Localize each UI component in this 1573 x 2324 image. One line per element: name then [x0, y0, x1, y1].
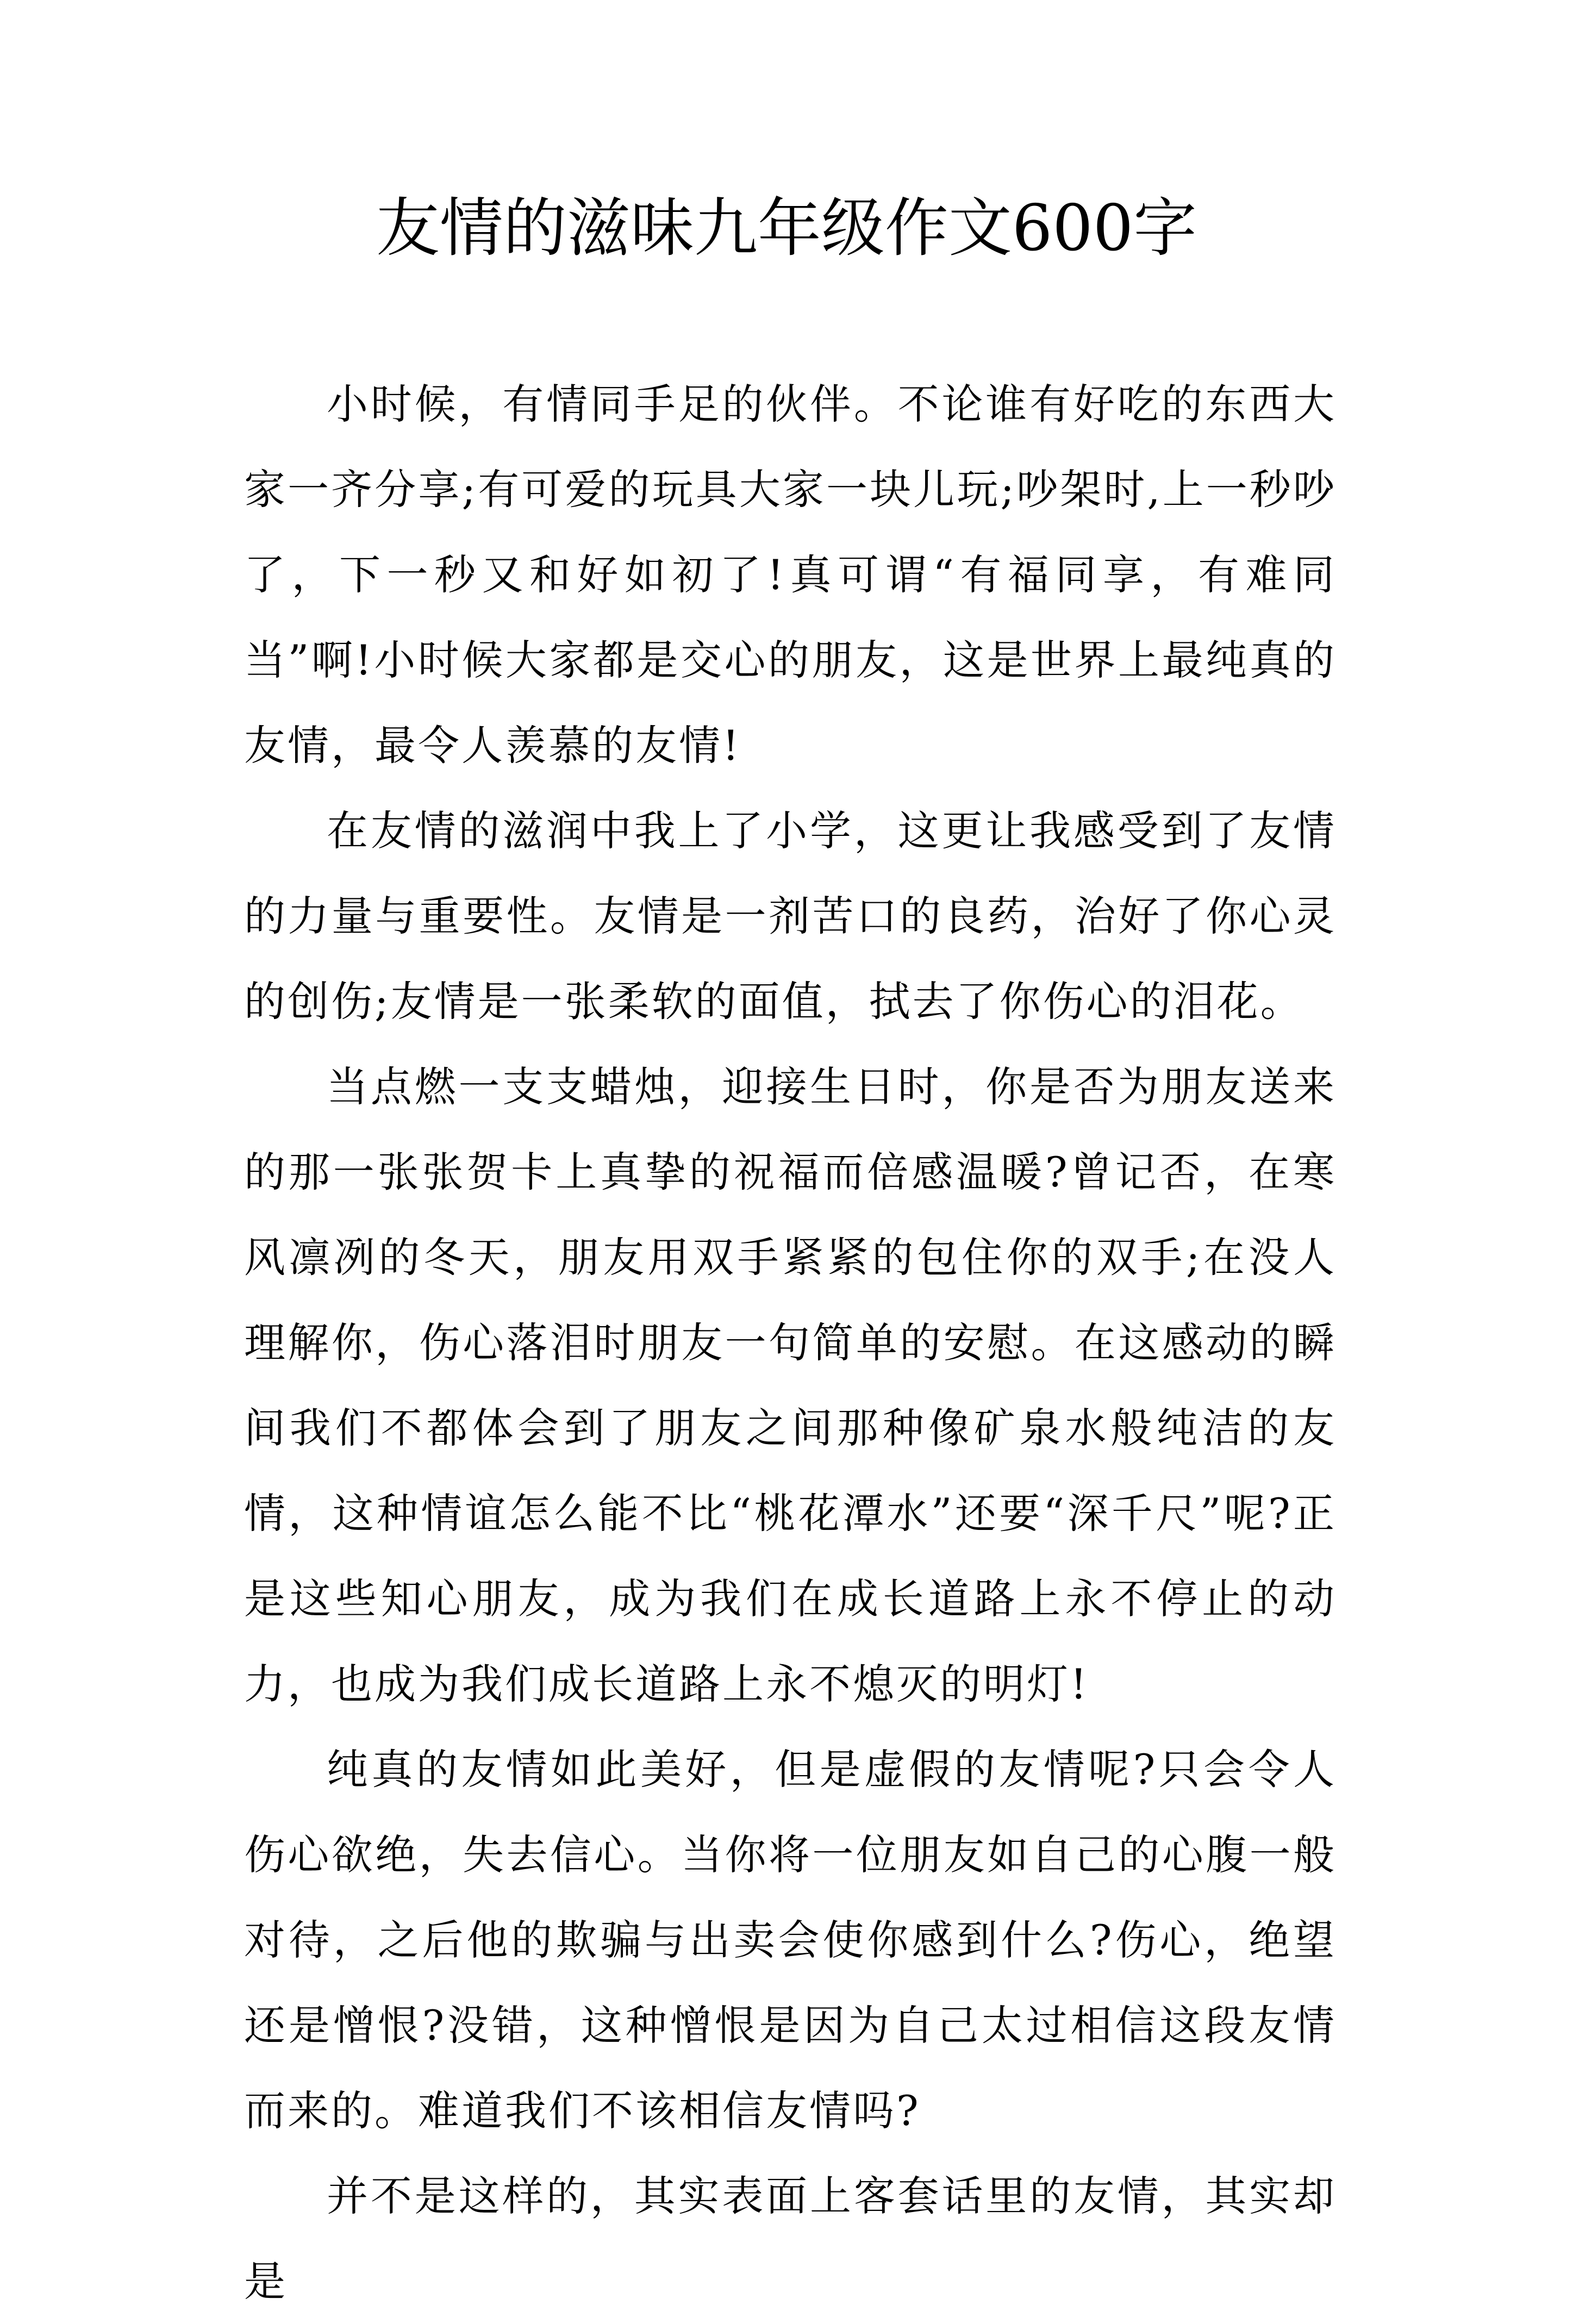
- document-title: 友情的滋味九年级作文600字: [376, 191, 1197, 265]
- paragraph-3: 当点燃一支支蜡烛，迎接生日时，你是否为朋友送来的那一张张贺卡上真挚的祝福而倍感温暖?曾记否，在寒风凛冽的冬天，朋友用双手紧紧的包住你的双手;在没人理解你，伤心落泪时朋友一句简单的安慰。在这感动的瞬间我们不都体会到了朋友之间那种像矿泉水般纯洁的友情，这种情谊怎么能不比“桃花潭水”还要“深千尺”呢?正是这些知心朋友，成为我们在成长道路上永不停止的动力，也成为我们成长道路上永不熄灭的明灯!: [244, 1063, 1337, 1708]
- paragraph-4: 纯真的友情如此美好，但是虚假的友情呢?只会令人伤心欲绝，失去信心。当你将一位朋友如自己的心腹一般对待，之后他的欺骗与出卖会使你感到什么?伤心，绝望还是憎恨?没错，这种憎恨是因为自己太过相信这段友情而来的。难道我们不该相信友情吗?: [244, 1745, 1337, 2135]
- document-body: [244, 361, 1337, 2324]
- paragraph-5: 并不是这样的，其实表面上客套话里的友情，其实却是: [244, 2172, 1337, 2306]
- paragraph-2: 在友情的滋润中我上了小学，这更让我感受到了友情的力量与重要性。友情是一剂苦口的良药，治好了你心灵的创伤;友情是一张柔软的面值，拭去了你伤心的泪花。: [244, 807, 1337, 1026]
- paragraph-1: 小时候，有情同手足的伙伴。不论谁有好吃的东西大家一齐分享;有可爱的玩具大家一块儿玩;吵架时,上一秒吵了，下一秒又和好如初了!真可谓“有福同享，有难同当”啊!小时候大家都是交心的朋友，这是世界上最纯真的友情，最令人羡慕的友情!: [244, 380, 1337, 770]
